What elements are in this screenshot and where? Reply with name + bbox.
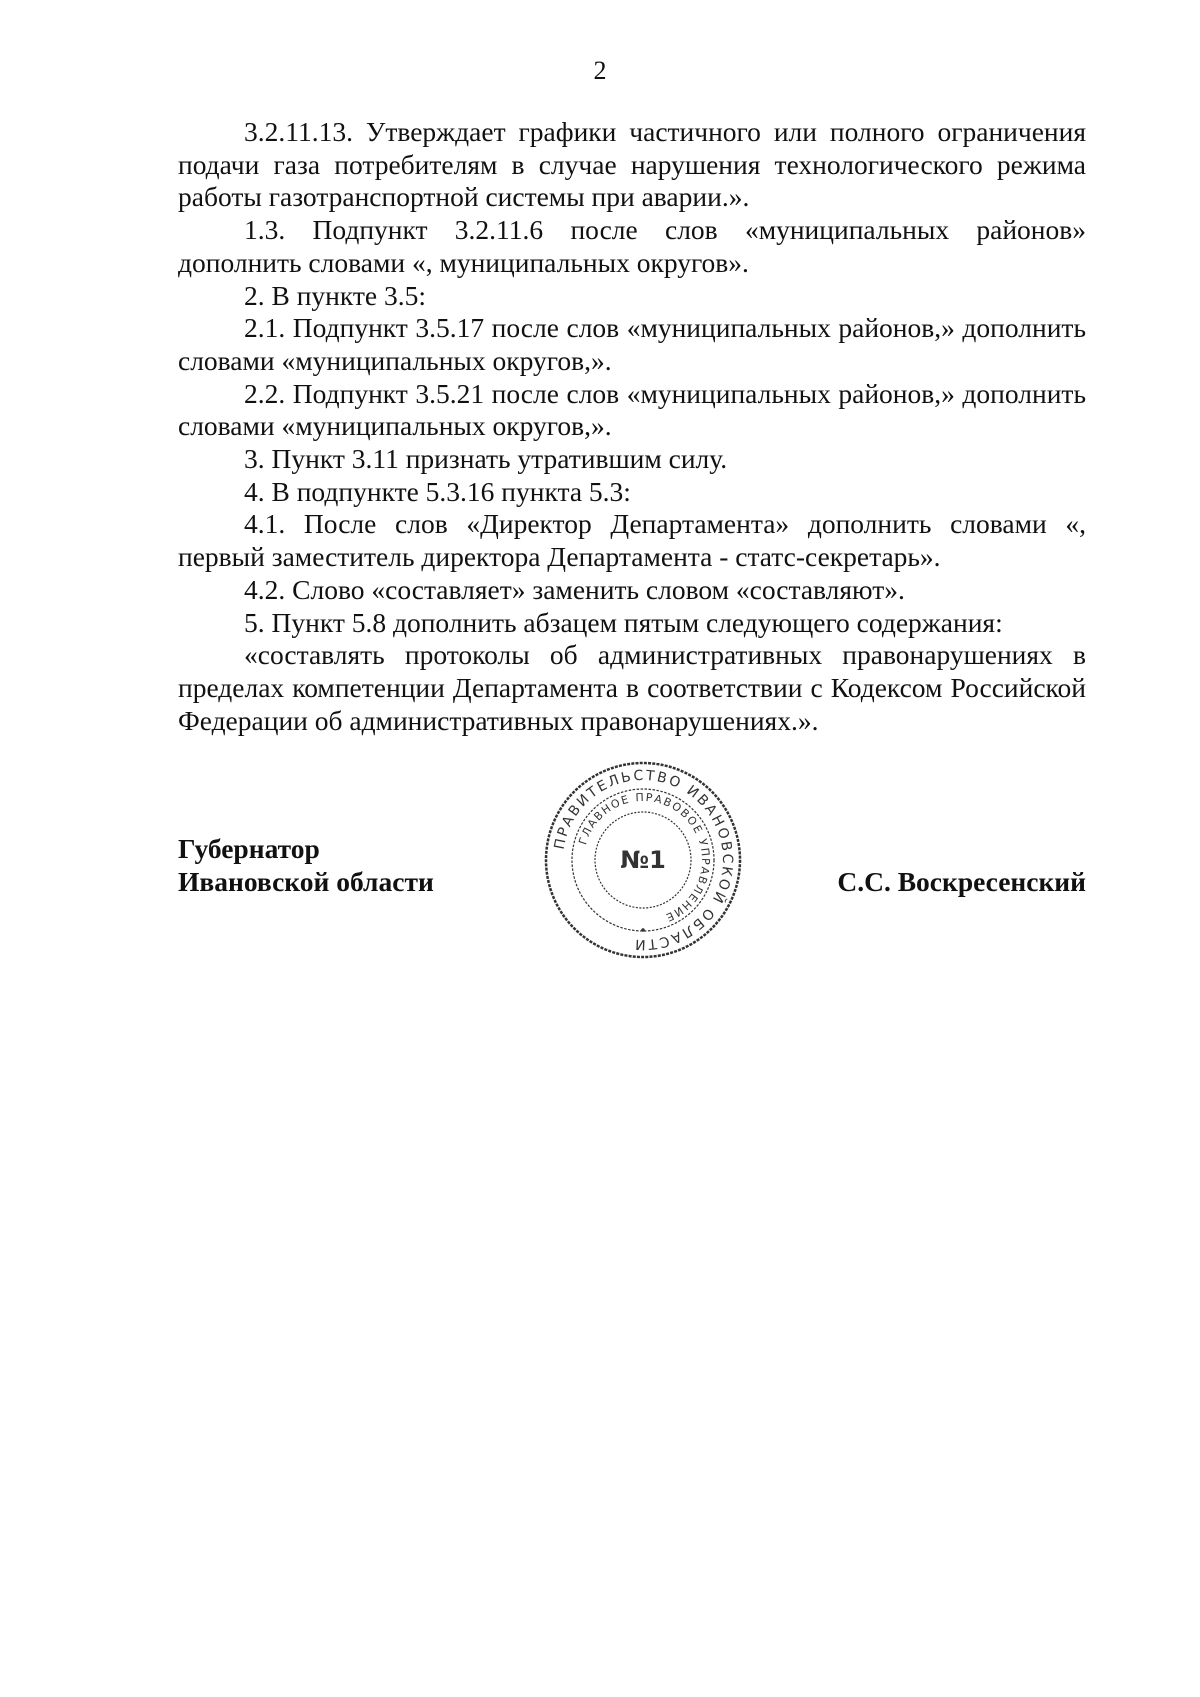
paragraph-5: 5. Пункт 5.8 дополнить абзацем пятым следующего содержания: <box>244 606 1003 638</box>
paragraph-4: 4. В подпункте 5.3.16 пункта 5.3: <box>244 475 631 507</box>
stamp-number: №1 <box>620 846 666 874</box>
paragraph-3: 3. Пункт 3.11 признать утратившим силу. <box>244 443 728 475</box>
document-body <box>178 116 1086 737</box>
paragraph-1-3: 1.3. Подпункт 3.2.11.6 после слов «муниципальных районов» дополнить словами «, муниципальных округов». <box>178 214 1086 278</box>
signer-title-line1: Губернатор <box>178 833 320 864</box>
stamp-inner-text: ГЛАВНОЕ ПРАВОВОЕ УПРАВЛЕНИЕ <box>576 790 713 925</box>
page-number: 2 <box>593 56 607 85</box>
paragraph-2-2: 2.2. Подпункт 3.5.21 после слов «муниципальных районов,» дополнить словами «муниципальных округов,». <box>178 377 1086 442</box>
paragraph-2-1: 2.1. Подпункт 3.5.17 после слов «муниципальных районов,» дополнить словами «муниципальных округов,». <box>178 312 1086 376</box>
paragraph-4-1: 4.1. После слов «Директор Департамента» дополнить словами «, первый заместитель директора Департамента - статс-секретарь». <box>178 508 1086 573</box>
paragraph-4-2: 4.2. Слово «составляет» заменить словом «составляют». <box>244 573 905 605</box>
paragraph-3-2-11-13: 3.2.11.13. Утверждает графики частичного или полного ограничения подачи газа потребителям в случае нарушения технологического режима работы газотранспортной системы при аварии.». <box>178 116 1086 213</box>
signer-title-line2: Ивановской области <box>178 866 434 897</box>
signer-name: С.С. Воскресенский <box>837 866 1086 897</box>
paragraph-5-quote: «составлять протоколы об административных правонарушениях в пределах компетенции Департамента в соответствии с Кодексом Российской Федерации об административных правонарушениях.». <box>178 639 1086 736</box>
paragraph-2: 2. В пункте 3.5: <box>244 279 427 311</box>
stamp-dot <box>641 928 645 932</box>
seal-stamp <box>543 760 743 960</box>
stamp-outer-text: ПРАВИТЕЛЬСТВО ИВАНОВСКОЙ ОБЛАСТИ <box>551 767 736 953</box>
signature-block <box>178 832 434 898</box>
